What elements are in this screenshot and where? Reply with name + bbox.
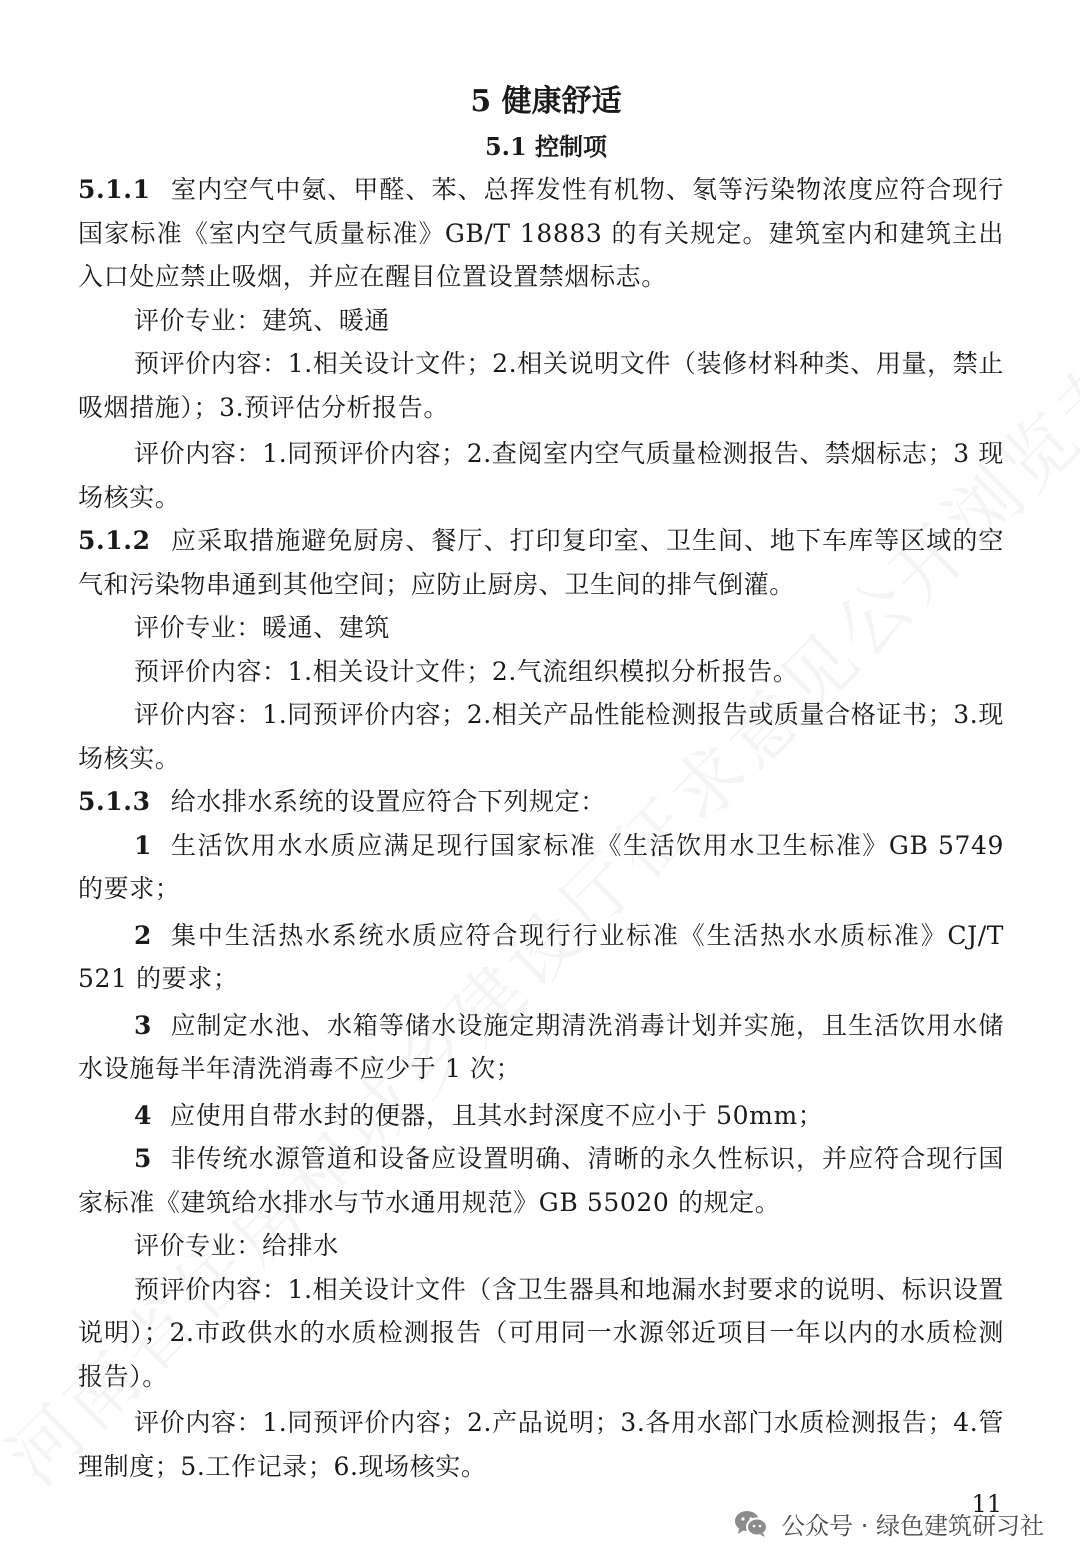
- clause-pre-evaluation: 预评价内容：1.相关设计文件（含卫生器具和地漏水封要求的说明、标识设置说明）；2.市政供水的水质检测报告（可用同一水源邻近项目一年以内的水质检测报告）。: [78, 1274, 1004, 1391]
- chapter-title: 5 健康舒适: [470, 84, 622, 119]
- clause-5-1-2: [78, 519, 1004, 606]
- clause-5-1-3: [78, 780, 1004, 824]
- clause-pre-evaluation: 预评价内容：1.相关设计文件；2.相关说明文件（装修材料种类、用量，禁止吸烟措施）；3.预评估分析报告。: [78, 349, 1004, 422]
- list-item: [78, 824, 1004, 911]
- list-item-number: 3: [134, 1010, 152, 1040]
- clause-5-1-1: [78, 168, 1004, 299]
- clause-specialty: 评价专业：给排水: [134, 1231, 339, 1260]
- page-content: [78, 78, 1004, 1488]
- list-item: [78, 1094, 1004, 1138]
- list-item: [78, 1137, 1004, 1224]
- clause-text: 给水排水系统的设置应符合下列规定：: [170, 787, 606, 816]
- list-item-text: 集中生活热水系统水质应符合现行行业标准《生活热水水质标准》CJ/T 521 的要求；: [78, 920, 1004, 993]
- clause-evaluation: 评价内容：1.同预评价内容；2.查阅室内空气质量检测报告、禁烟标志；3 现场核实。: [78, 439, 1004, 512]
- list-item-number: 4: [134, 1100, 152, 1130]
- page-number: 11: [971, 1490, 1002, 1518]
- clause-evaluation: 评价内容：1.同预评价内容；2.产品说明；3.各用水部门水质检测报告；4.管理制度；5.工作记录；6.现场核实。: [78, 1408, 1004, 1481]
- clause-specialty: 评价专业：暖通、建筑: [134, 613, 391, 642]
- clause-number: 5.1.3: [78, 787, 151, 816]
- wechat-icon: [733, 1509, 769, 1539]
- list-item-text: 非传统水源管道和设备应设置明确、清晰的永久性标识，并应符合现行国家标准《建筑给水排水与节水通用规范》GB 55020 的规定。: [78, 1144, 1004, 1217]
- list-item-number: 1: [134, 830, 152, 860]
- list-item-text: 应使用自带水封的便器，且其水封深度不应小于 50mm；: [170, 1100, 824, 1130]
- clause-text: 应采取措施避免厨房、餐厅、打印复印室、卫生间、地下车库等区域的空气和污染物串通到其他空间；应防止厨房、卫生间的排气倒灌。: [78, 526, 1004, 599]
- clause-pre-evaluation: 预评价内容：1.相关设计文件；2.气流组织模拟分析报告。: [134, 656, 799, 686]
- list-item: [78, 914, 1004, 1001]
- section-title: 5.1 控制项: [484, 132, 608, 161]
- footer-brand: [733, 1506, 1044, 1541]
- footer-brand-text: 公众号 · 绿色建筑研习社: [781, 1512, 1044, 1540]
- clause-evaluation: 评价内容：1.同预评价内容；2.相关产品性能检测报告或质量合格证书；3.现场核实。: [78, 700, 1004, 773]
- clause-number: 5.1.2: [78, 526, 151, 555]
- list-item-number: 2: [134, 920, 152, 950]
- clause-specialty: 评价专业：建筑、暖通: [134, 305, 391, 335]
- list-item-text: 生活饮用水水质应满足现行国家标准《生活饮用水卫生标准》GB 5749 的要求；: [78, 830, 1004, 903]
- list-item-text: 应制定水池、水箱等储水设施定期清洗消毒计划并实施，且生活饮用水储水设施每半年清洗消毒不应少于 1 次；: [78, 1010, 1004, 1083]
- list-item-number: 5: [134, 1144, 152, 1173]
- clause-number: 5.1.1: [78, 175, 151, 204]
- list-item: [78, 1004, 1004, 1091]
- clause-text: 室内空气中氨、甲醛、苯、总挥发性有机物、氡等污染物浓度应符合现行国家标准《室内空气质量标准》GB/T 18883 的有关规定。建筑室内和建筑主出入口处应禁止吸烟，并应在醒目位置设置禁烟标志。: [78, 175, 1004, 291]
